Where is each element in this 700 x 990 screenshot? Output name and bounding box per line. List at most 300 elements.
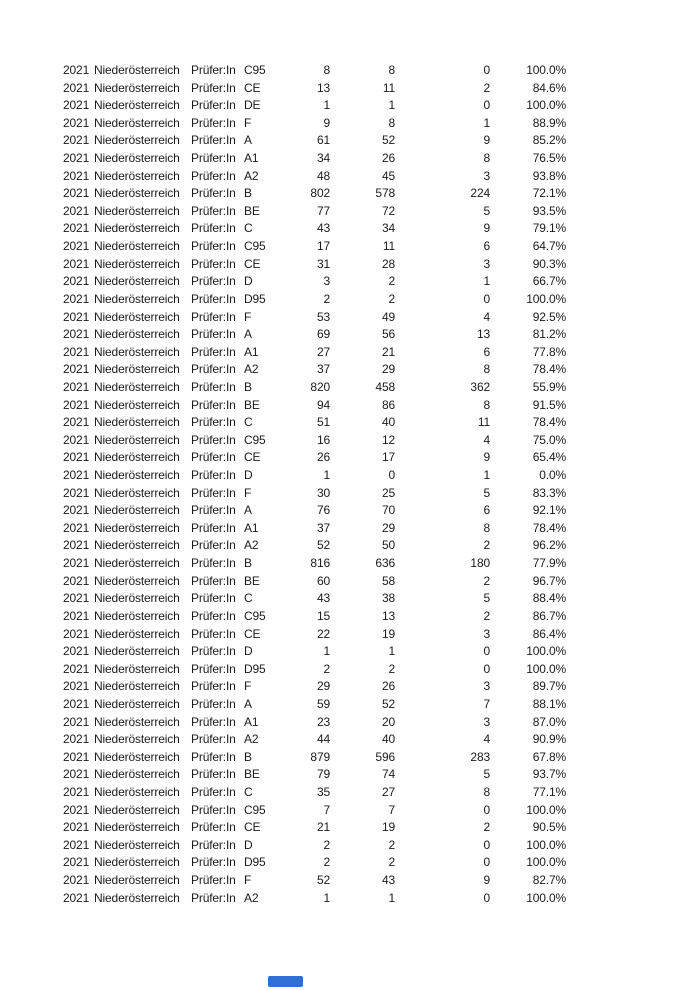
cell-pass-rate: 65.4%: [532, 450, 566, 465]
cell-pass-rate: 64.7%: [532, 239, 566, 254]
cell-year: 2021: [63, 397, 90, 412]
cell-role: Prüfer:In: [191, 203, 236, 218]
cell-year: 2021: [63, 168, 90, 183]
cell-region: Niederösterreich: [94, 468, 180, 483]
cell-count-failed: 2: [483, 608, 490, 623]
cell-region: Niederösterreich: [94, 608, 180, 623]
cell-count-passed: 0: [388, 468, 395, 483]
cell-count-total: 9: [323, 115, 330, 130]
cell-count-failed: 0: [483, 855, 490, 870]
cell-region: Niederösterreich: [94, 538, 180, 553]
cell-count-failed: 8: [483, 151, 490, 166]
cell-count-failed: 5: [483, 485, 490, 500]
cell-pass-rate: 89.7%: [532, 679, 566, 694]
cell-count-passed: 2: [388, 274, 395, 289]
cell-region: Niederösterreich: [94, 151, 180, 166]
table-row: [0, 819, 700, 837]
cell-count-failed: 8: [483, 784, 490, 799]
cell-pass-rate: 100.0%: [526, 644, 566, 659]
cell-pass-rate: 93.8%: [532, 168, 566, 183]
cell-pass-rate: 78.4%: [532, 362, 566, 377]
cell-region: Niederösterreich: [94, 679, 180, 694]
cell-pass-rate: 67.8%: [532, 749, 566, 764]
cell-year: 2021: [63, 432, 90, 447]
cell-count-passed: 458: [375, 379, 395, 394]
cell-count-total: 1: [323, 890, 330, 905]
cell-count-total: 13: [316, 80, 330, 95]
cell-year: 2021: [63, 644, 90, 659]
cell-count-passed: 596: [375, 749, 395, 764]
cell-role: Prüfer:In: [191, 80, 236, 95]
cell-count-failed: 13: [476, 327, 490, 342]
cell-region: Niederösterreich: [94, 732, 180, 747]
cell-region: Niederösterreich: [94, 168, 180, 183]
cell-role: Prüfer:In: [191, 538, 236, 553]
cell-year: 2021: [63, 327, 90, 342]
cell-count-total: 16: [316, 432, 330, 447]
cell-license-class: B: [244, 186, 252, 201]
cell-license-class: A: [244, 133, 252, 148]
cell-role: Prüfer:In: [191, 309, 236, 324]
cell-pass-rate: 96.2%: [532, 538, 566, 553]
cell-license-class: F: [244, 873, 252, 888]
cell-count-passed: 50: [381, 538, 395, 553]
cell-role: Prüfer:In: [191, 679, 236, 694]
cell-role: Prüfer:In: [191, 186, 236, 201]
cell-count-total: 51: [316, 415, 330, 430]
cell-count-total: 60: [316, 573, 330, 588]
cell-pass-rate: 72.1%: [532, 186, 566, 201]
cell-license-class: F: [244, 115, 252, 130]
cell-license-class: A2: [244, 732, 259, 747]
cell-region: Niederösterreich: [94, 397, 180, 412]
cell-license-class: A2: [244, 890, 259, 905]
cell-role: Prüfer:In: [191, 485, 236, 500]
cell-pass-rate: 88.4%: [532, 591, 566, 606]
cell-year: 2021: [63, 855, 90, 870]
cell-count-passed: 11: [382, 239, 395, 254]
cell-count-total: 820: [310, 379, 330, 394]
cell-license-class: C95: [244, 802, 266, 817]
cell-count-total: 22: [316, 626, 330, 641]
table-row: [0, 714, 700, 732]
cell-region: Niederösterreich: [94, 820, 180, 835]
cell-year: 2021: [63, 890, 90, 905]
cell-region: Niederösterreich: [94, 802, 180, 817]
cell-count-failed: 5: [483, 591, 490, 606]
cell-count-passed: 2: [388, 855, 395, 870]
cell-pass-rate: 85.2%: [532, 133, 566, 148]
cell-license-class: B: [244, 379, 252, 394]
cell-year: 2021: [63, 98, 90, 113]
cell-count-passed: 2: [388, 291, 395, 306]
cell-pass-rate: 88.1%: [532, 696, 566, 711]
cell-role: Prüfer:In: [191, 732, 236, 747]
cell-license-class: C95: [244, 239, 266, 254]
cell-region: Niederösterreich: [94, 432, 180, 447]
cell-count-failed: 0: [483, 644, 490, 659]
cell-count-passed: 43: [381, 873, 395, 888]
cell-year: 2021: [63, 503, 90, 518]
cell-license-class: F: [244, 485, 252, 500]
cell-license-class: C95: [244, 432, 266, 447]
cell-count-failed: 3: [483, 714, 490, 729]
table-row: [0, 661, 700, 679]
cell-count-failed: 5: [483, 203, 490, 218]
cell-role: Prüfer:In: [191, 873, 236, 888]
cell-region: Niederösterreich: [94, 890, 180, 905]
table-row: [0, 643, 700, 661]
cell-region: Niederösterreich: [94, 344, 180, 359]
cell-count-passed: 27: [381, 784, 395, 799]
cell-role: Prüfer:In: [191, 151, 236, 166]
cell-pass-rate: 77.9%: [532, 556, 566, 571]
cell-license-class: A2: [244, 362, 259, 377]
cell-license-class: C95: [244, 63, 266, 77]
table-row: [0, 132, 700, 150]
cell-pass-rate: 77.1%: [532, 784, 566, 799]
cell-count-passed: 17: [381, 450, 395, 465]
cell-count-total: 802: [310, 186, 330, 201]
scrollbar-thumb[interactable]: [268, 976, 303, 987]
cell-role: Prüfer:In: [191, 503, 236, 518]
cell-count-total: 29: [316, 679, 330, 694]
cell-count-total: 26: [316, 450, 330, 465]
cell-count-failed: 0: [483, 661, 490, 676]
cell-count-passed: 20: [381, 714, 395, 729]
table-row: [0, 344, 700, 362]
cell-year: 2021: [63, 767, 90, 782]
cell-count-total: 43: [316, 221, 330, 236]
cell-pass-rate: 100.0%: [526, 63, 566, 77]
cell-count-passed: 52: [381, 133, 395, 148]
cell-count-failed: 0: [483, 63, 490, 77]
cell-role: Prüfer:In: [191, 415, 236, 430]
cell-pass-rate: 90.5%: [532, 820, 566, 835]
cell-count-failed: 8: [483, 362, 490, 377]
table-row: [0, 150, 700, 168]
table-row: [0, 238, 700, 256]
cell-region: Niederösterreich: [94, 115, 180, 130]
cell-role: Prüfer:In: [191, 820, 236, 835]
cell-count-passed: 21: [381, 344, 395, 359]
cell-count-total: 3: [323, 274, 330, 289]
cell-count-passed: 45: [381, 168, 395, 183]
table-row: [0, 361, 700, 379]
table-row: [0, 608, 700, 626]
table-row: [0, 890, 700, 908]
cell-region: Niederösterreich: [94, 80, 180, 95]
cell-count-total: 2: [323, 661, 330, 676]
cell-count-total: 44: [316, 732, 330, 747]
cell-pass-rate: 77.8%: [532, 344, 566, 359]
cell-count-passed: 12: [381, 432, 395, 447]
cell-count-failed: 3: [483, 256, 490, 271]
cell-role: Prüfer:In: [191, 591, 236, 606]
cell-pass-rate: 100.0%: [526, 98, 566, 113]
cell-year: 2021: [63, 379, 90, 394]
cell-pass-rate: 100.0%: [526, 802, 566, 817]
cell-license-class: F: [244, 309, 252, 324]
cell-count-total: 2: [323, 837, 330, 852]
cell-year: 2021: [63, 80, 90, 95]
cell-role: Prüfer:In: [191, 379, 236, 394]
cell-pass-rate: 81.2%: [532, 327, 566, 342]
cell-count-passed: 11: [382, 80, 395, 95]
cell-license-class: DE: [244, 98, 261, 113]
cell-role: Prüfer:In: [191, 291, 236, 306]
cell-region: Niederösterreich: [94, 855, 180, 870]
cell-count-passed: 74: [381, 767, 395, 782]
cell-pass-rate: 93.7%: [532, 767, 566, 782]
table-row: [0, 220, 700, 238]
cell-year: 2021: [63, 186, 90, 201]
cell-pass-rate: 100.0%: [526, 890, 566, 905]
cell-count-failed: 3: [483, 679, 490, 694]
cell-license-class: BE: [244, 767, 260, 782]
cell-count-total: 23: [316, 714, 330, 729]
results-table: [0, 62, 700, 907]
table-row: [0, 854, 700, 872]
cell-license-class: D95: [244, 855, 266, 870]
table-row: [0, 696, 700, 714]
cell-count-passed: 40: [381, 732, 395, 747]
cell-count-total: 879: [310, 749, 330, 764]
cell-year: 2021: [63, 714, 90, 729]
cell-license-class: A1: [244, 151, 259, 166]
cell-license-class: F: [244, 679, 252, 694]
cell-count-failed: 9: [483, 873, 490, 888]
cell-count-passed: 49: [381, 309, 395, 324]
cell-pass-rate: 90.9%: [532, 732, 566, 747]
cell-license-class: D: [244, 274, 253, 289]
table-row: [0, 414, 700, 432]
cell-count-total: 37: [316, 520, 330, 535]
cell-year: 2021: [63, 696, 90, 711]
cell-role: Prüfer:In: [191, 468, 236, 483]
table-row: [0, 62, 700, 80]
cell-year: 2021: [63, 468, 90, 483]
table-row: [0, 837, 700, 855]
cell-count-failed: 2: [483, 80, 490, 95]
cell-pass-rate: 96.7%: [532, 573, 566, 588]
table-row: [0, 203, 700, 221]
cell-region: Niederösterreich: [94, 661, 180, 676]
cell-pass-rate: 92.1%: [532, 503, 566, 518]
cell-role: Prüfer:In: [191, 802, 236, 817]
table-row: [0, 449, 700, 467]
cell-license-class: B: [244, 556, 252, 571]
cell-role: Prüfer:In: [191, 362, 236, 377]
cell-count-total: 2: [323, 291, 330, 306]
cell-license-class: A1: [244, 520, 259, 535]
cell-count-total: 7: [323, 802, 330, 817]
cell-license-class: C: [244, 591, 253, 606]
cell-count-failed: 1: [483, 115, 490, 130]
cell-count-passed: 26: [381, 679, 395, 694]
cell-license-class: B: [244, 749, 252, 764]
cell-region: Niederösterreich: [94, 767, 180, 782]
cell-license-class: D: [244, 468, 253, 483]
cell-role: Prüfer:In: [191, 432, 236, 447]
cell-count-failed: 0: [483, 890, 490, 905]
cell-year: 2021: [63, 485, 90, 500]
cell-license-class: CE: [244, 256, 261, 271]
cell-count-failed: 180: [470, 556, 490, 571]
cell-year: 2021: [63, 291, 90, 306]
cell-region: Niederösterreich: [94, 221, 180, 236]
cell-count-failed: 2: [483, 573, 490, 588]
cell-license-class: C: [244, 415, 253, 430]
cell-count-failed: 4: [483, 432, 490, 447]
table-row: [0, 397, 700, 415]
cell-count-total: 816: [310, 556, 330, 571]
table-row: [0, 749, 700, 767]
cell-count-total: 79: [316, 767, 330, 782]
cell-region: Niederösterreich: [94, 256, 180, 271]
cell-count-total: 61: [316, 133, 330, 148]
table-row: [0, 784, 700, 802]
cell-count-passed: 52: [381, 696, 395, 711]
table-row: [0, 537, 700, 555]
cell-license-class: CE: [244, 80, 261, 95]
cell-count-total: 53: [316, 309, 330, 324]
cell-count-total: 59: [316, 696, 330, 711]
cell-count-passed: 19: [381, 820, 395, 835]
cell-count-passed: 19: [381, 626, 395, 641]
cell-year: 2021: [63, 661, 90, 676]
cell-region: Niederösterreich: [94, 274, 180, 289]
cell-license-class: C: [244, 221, 253, 236]
cell-count-total: 15: [316, 608, 330, 623]
cell-count-failed: 6: [483, 239, 490, 254]
cell-pass-rate: 66.7%: [532, 274, 566, 289]
cell-role: Prüfer:In: [191, 344, 236, 359]
cell-pass-rate: 83.3%: [532, 485, 566, 500]
cell-count-total: 76: [316, 503, 330, 518]
cell-year: 2021: [63, 203, 90, 218]
cell-count-passed: 38: [381, 591, 395, 606]
cell-pass-rate: 0.0%: [539, 468, 566, 483]
table-row: [0, 555, 700, 573]
cell-region: Niederösterreich: [94, 133, 180, 148]
cell-count-passed: 8: [388, 115, 395, 130]
cell-count-passed: 578: [375, 186, 395, 201]
cell-count-failed: 9: [483, 450, 490, 465]
cell-count-passed: 28: [381, 256, 395, 271]
cell-region: Niederösterreich: [94, 873, 180, 888]
cell-year: 2021: [63, 450, 90, 465]
cell-license-class: A: [244, 503, 252, 518]
table-row: [0, 115, 700, 133]
cell-count-passed: 56: [381, 327, 395, 342]
cell-year: 2021: [63, 573, 90, 588]
cell-count-failed: 5: [483, 767, 490, 782]
cell-license-class: BE: [244, 573, 260, 588]
table-row: [0, 80, 700, 98]
cell-role: Prüfer:In: [191, 256, 236, 271]
cell-pass-rate: 78.4%: [532, 415, 566, 430]
cell-year: 2021: [63, 415, 90, 430]
cell-year: 2021: [63, 679, 90, 694]
table-row: [0, 802, 700, 820]
cell-count-passed: 13: [381, 608, 395, 623]
cell-pass-rate: 55.9%: [532, 379, 566, 394]
cell-year: 2021: [63, 591, 90, 606]
cell-license-class: A: [244, 696, 252, 711]
cell-count-failed: 11: [477, 415, 490, 430]
cell-year: 2021: [63, 221, 90, 236]
cell-year: 2021: [63, 63, 90, 77]
cell-count-total: 2: [323, 855, 330, 870]
cell-count-total: 43: [316, 591, 330, 606]
cell-year: 2021: [63, 873, 90, 888]
table-row: [0, 467, 700, 485]
cell-license-class: C95: [244, 608, 266, 623]
cell-region: Niederösterreich: [94, 520, 180, 535]
cell-count-failed: 0: [483, 291, 490, 306]
table-row: [0, 573, 700, 591]
cell-pass-rate: 91.5%: [532, 397, 566, 412]
cell-year: 2021: [63, 732, 90, 747]
cell-count-total: 37: [316, 362, 330, 377]
cell-count-total: 30: [316, 485, 330, 500]
table-row: [0, 379, 700, 397]
cell-year: 2021: [63, 309, 90, 324]
cell-count-total: 52: [316, 873, 330, 888]
cell-license-class: BE: [244, 203, 260, 218]
cell-count-passed: 2: [388, 661, 395, 676]
cell-count-passed: 70: [381, 503, 395, 518]
cell-count-total: 35: [316, 784, 330, 799]
cell-count-passed: 25: [381, 485, 395, 500]
cell-year: 2021: [63, 274, 90, 289]
cell-role: Prüfer:In: [191, 133, 236, 148]
cell-count-passed: 1: [388, 644, 395, 659]
cell-role: Prüfer:In: [191, 556, 236, 571]
cell-region: Niederösterreich: [94, 591, 180, 606]
cell-license-class: C: [244, 784, 253, 799]
cell-region: Niederösterreich: [94, 203, 180, 218]
table-row: [0, 502, 700, 520]
cell-count-total: 94: [316, 397, 330, 412]
cell-region: Niederösterreich: [94, 327, 180, 342]
cell-region: Niederösterreich: [94, 186, 180, 201]
cell-role: Prüfer:In: [191, 327, 236, 342]
cell-region: Niederösterreich: [94, 63, 180, 77]
table-row: [0, 590, 700, 608]
table-row: [0, 766, 700, 784]
cell-pass-rate: 100.0%: [526, 837, 566, 852]
cell-pass-rate: 84.6%: [532, 80, 566, 95]
table-row: [0, 168, 700, 186]
cell-region: Niederösterreich: [94, 239, 180, 254]
cell-region: Niederösterreich: [94, 415, 180, 430]
cell-year: 2021: [63, 784, 90, 799]
cell-year: 2021: [63, 749, 90, 764]
cell-count-total: 52: [316, 538, 330, 553]
cell-count-passed: 1: [388, 98, 395, 113]
cell-count-failed: 7: [483, 696, 490, 711]
cell-year: 2021: [63, 820, 90, 835]
cell-count-total: 1: [323, 98, 330, 113]
cell-role: Prüfer:In: [191, 608, 236, 623]
cell-count-passed: 8: [388, 63, 395, 77]
cell-year: 2021: [63, 520, 90, 535]
cell-count-total: 69: [316, 327, 330, 342]
cell-region: Niederösterreich: [94, 784, 180, 799]
cell-year: 2021: [63, 151, 90, 166]
